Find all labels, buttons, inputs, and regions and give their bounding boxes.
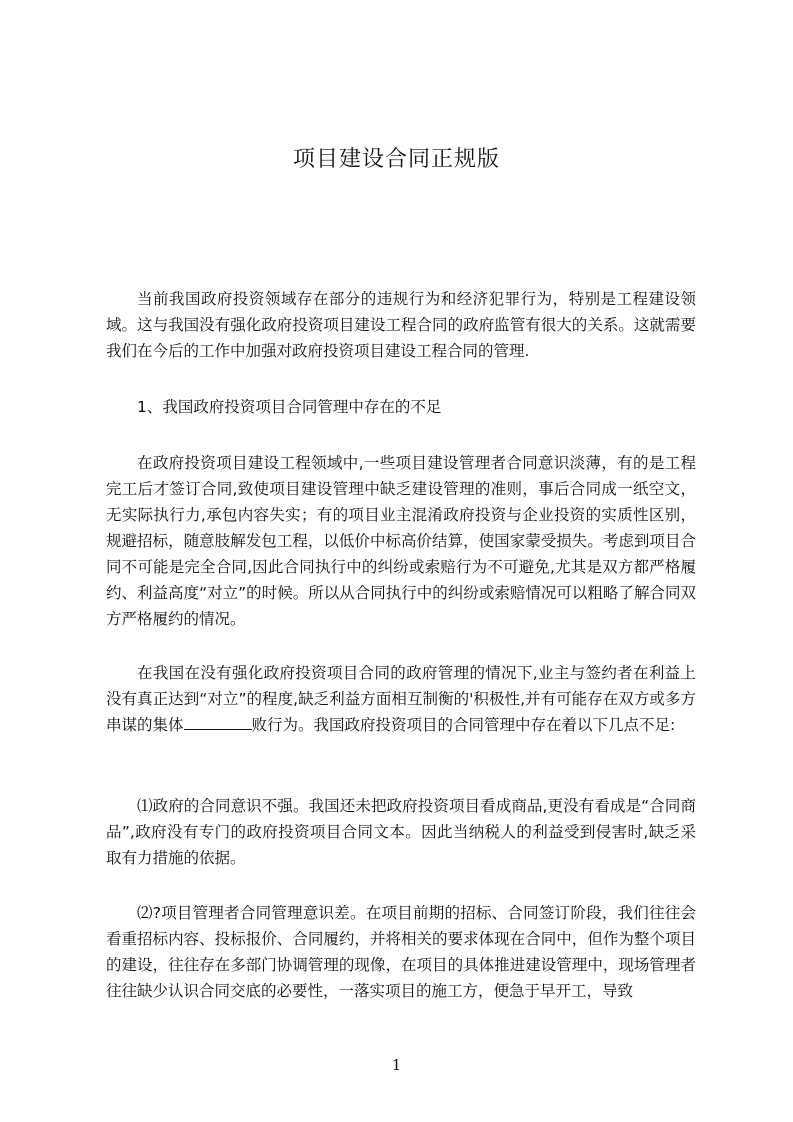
paragraph-point-2: ⑵?项目管理者合同管理意识差。在项目前期的招标、合同签订阶段，我们往往会看重招标内容、投标报价、合同履约，并将相关的要求体现在合同中，但作为整个项目的建设，往往存在多部门协调管理的现像，在项目的具体推进建设管理中，现场管理者往往缺少认识合同交底的必要性，一落实项目的施工方，便急于早开工，导致 — [106, 904, 696, 1000]
paragraph-issues-overview: 在政府投资项目建设工程领域中,一些项目建设管理者合同意识淡薄，有的是工程完工后才签订合同,致使项目建设管理中缺乏建设管理的准则，事后合同成一纸空文，无实际执行力,承包内容失实；有的项目业主混淆政府投资与企业投资的实质性区别，规避招标，随意肢解发包工程，以低价中标高价结算，使国家蒙受损失。考虑到项目合同不可能是完全合同,因此合同执行中的纠纷或索赔行为不可避免,尤其是双方都严格履约、利益高度“对立”的时候。所以从合同执行中的纠纷或索赔情况可以粗略了解合同双方严格履约的情况。 — [106, 454, 696, 628]
paragraph-shortcomings-intro — [106, 660, 696, 738]
document-title: 项目建设合同正规版 — [292, 147, 500, 172]
paragraph-point-1: ⑴政府的合同意识不强。我国还未把政府投资项目看成商品,更没有看成是“合同商品”,政府没有专门的政府投资项目合同文本。因此当纳税人的利益受到侵害时,缺乏采取有力措施的依据。 — [106, 797, 696, 867]
fill-in-blank-line — [184, 715, 252, 730]
paragraph-text-after-blank: 败行为。我国政府投资项目的合同管理中存在着以下几点不足: — [251, 716, 676, 734]
paragraph-text-before-blank: 在我国在没有强化政府投资项目合同的政府管理的情况下,业主与签约者在利益上没有真正达到“对立”的程度,缺乏利益方面相互制衡的'积极性,并有可能存在双方或多方串谋的集体 — [106, 664, 696, 734]
section-heading-1: 1、我国政府投资项目合同管理中存在的不足 — [137, 398, 442, 416]
paragraph-intro: 当前我国政府投资领域存在部分的违规行为和经济犯罪行为，特别是工程建设领域。这与我国没有强化政府投资项目建设工程合同的政府监管有很大的关系。这就需要我们在今后的工作中加强对政府投资项目建设工程合同的管理. — [106, 290, 696, 360]
page-number: 1 — [391, 1056, 402, 1074]
